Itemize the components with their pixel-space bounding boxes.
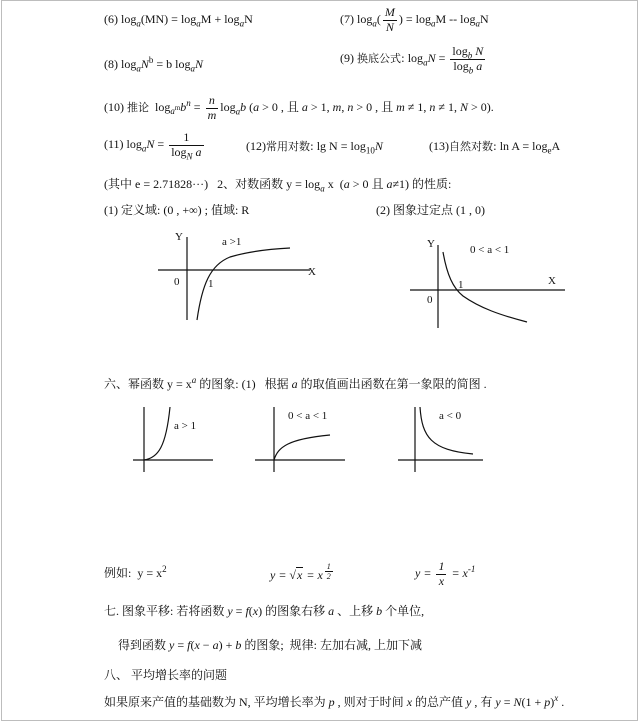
power-graph-a-gt-1: [128, 402, 218, 477]
section-7-body: 得到函数 y = f(x − a) + b 的图象; 规律: 左加右减, 上加下减: [118, 638, 423, 652]
formula-12: (12)常用对数: $\lg N = \log_{10}N$: [246, 139, 383, 156]
property-domain: (1) 定义域: (0 , +∞) ; 值域: R: [104, 203, 250, 217]
curve-label: 0 < a < 1: [288, 410, 328, 422]
curve-label: a >1: [222, 236, 242, 248]
note-line: (其中 e = 2.71828···) 2、对数函数 $y = \log_a x$ (a > 0 且 a≠1) 的性质:: [104, 177, 452, 194]
one-label: 1: [458, 279, 464, 291]
log-curve: [443, 252, 527, 322]
log-graph-a-gt-1: [150, 225, 340, 325]
log-graph-a-lt-1: [405, 230, 565, 330]
example-reciprocal: y = $\frac{1}{x}$ = $x^{-1}$: [415, 559, 476, 588]
origin-label: 0: [427, 294, 433, 306]
power-curve: [274, 435, 330, 460]
formula-6: (6) $\log_a(MN) = \log_aM + \log_aN$: [104, 12, 253, 29]
formula-9: (9) 换底公式: $\log_aN$ = $\frac{\log_b N}{\log_b a}$: [340, 44, 484, 76]
section-6-title: 六、幂函数 $y = x^a$ 的图象: (1) 根据 a 的取值画出函数在第一象限的简图 .: [104, 375, 487, 391]
formula-8: (8) $\log_aN^b = b$ $\log_aN$: [104, 55, 203, 74]
curve-label: a < 0: [439, 410, 462, 422]
x-axis-label: X: [548, 275, 556, 287]
example-sqrt: y = √x = x $^{\frac{1}{2}}$: [270, 562, 331, 582]
formula-7: (7) $\log_a$( $\frac{M}{N}$ ) = $\log_aM -- \log_aN$: [340, 5, 489, 34]
origin-label: 0: [174, 276, 180, 288]
section-8-title: 八、 平均增长率的问题: [104, 668, 228, 682]
formula-13: (13)自然对数: $\ln A = \log_eA$: [429, 139, 561, 156]
one-label: 1: [208, 278, 214, 290]
power-graph-0-lt-a-lt-1: [250, 402, 350, 477]
power-curve: [144, 407, 170, 460]
y-axis-label: Y: [175, 231, 183, 243]
formula-10: (10) 推论 $\log_{a^m}b^n$ = $\frac{n}{m}$ $\log_ab$ (a > 0 , 且 a > 1, m, n > 0 , 且 m ≠ 1, n ≠ 1, N > 0).: [104, 93, 494, 122]
curve-label: a > 1: [174, 420, 197, 432]
power-graph-a-lt-0: [393, 402, 493, 477]
property-fixed-point: (2) 图象过定点 (1 , 0): [376, 203, 485, 217]
curve-label: 0 < a < 1: [470, 244, 510, 256]
section-7-title: 七. 图象平移: 若将函数 y = f(x) 的图象右移 a 、上移 b 个单位,: [104, 604, 425, 618]
x-axis-label: X: [308, 266, 316, 278]
example-square: 例如: $y = x^2$: [104, 564, 167, 580]
section-8-body: 如果原来产值的基础数为 N, 平均增长率为 p , 则对于时间 x 的总产值 y , 有 $y = N(1 + p)^x$ .: [104, 693, 565, 709]
formula-11: (11) $\log_aN$ = $\frac{1}{\log_N a}$: [104, 130, 202, 162]
y-axis-label: Y: [427, 238, 435, 250]
